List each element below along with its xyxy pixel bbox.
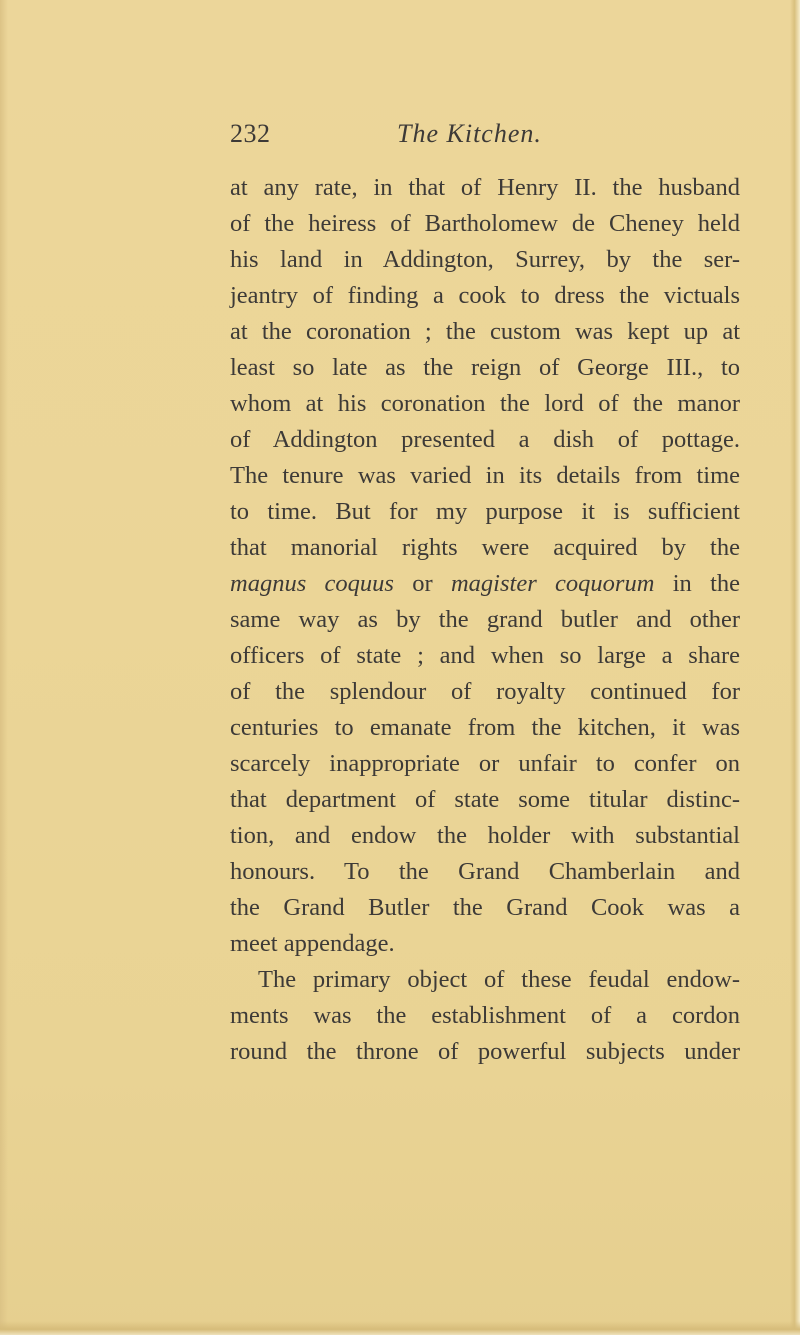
body-text (230, 170, 740, 1070)
text-line: centuries to emanate from the kitchen, it was (230, 714, 740, 741)
text-line: ments was the establishment of a cordon (230, 1002, 740, 1029)
running-head (230, 114, 750, 154)
text-line: officers of state ; and when so large a share (230, 642, 740, 669)
text-line: the Grand Butler the Grand Cook was a (230, 894, 740, 921)
text-line: jeantry of finding a cook to dress the victuals (230, 282, 740, 309)
text-line: round the throne of powerful subjects under (230, 1038, 740, 1065)
text-line: honours. To the Grand Chamberlain and (230, 858, 740, 885)
page-bottom-edge (0, 1321, 800, 1335)
text-line: scarcely inappropriate or unfair to confer on (230, 750, 740, 777)
text-line: his land in Addington, Surrey, by the ser- (230, 246, 740, 273)
page-number: 232 (230, 119, 271, 148)
text-segment: in the (654, 570, 741, 597)
text-line: to time. But for my purpose it is sufficient (230, 498, 740, 525)
text-line: that department of state some titular distinc- (230, 786, 740, 813)
text-line: of the splendour of royalty continued for (230, 678, 740, 705)
paragraph-end-line: meet appendage. (230, 930, 395, 957)
text-line: whom at his coronation the lord of the manor (230, 390, 740, 417)
text-line: least so late as the reign of George III., to (230, 354, 740, 381)
text-line: that manorial rights were acquired by the (230, 534, 740, 561)
text-line: same way as by the grand butler and other (230, 606, 740, 633)
text-line: tion, and endow the holder with substantial (230, 822, 740, 849)
page-right-edge (790, 0, 800, 1335)
italic-term: magnus coquus (230, 570, 394, 597)
text-line: at the coronation ; the custom was kept up at (230, 318, 740, 345)
text-line-italic-terms (230, 566, 740, 602)
text-line: of Addington presented a dish of pottage. (230, 426, 740, 453)
text-line: The tenure was varied in its details from time (230, 462, 740, 489)
page-left-edge (0, 0, 8, 1335)
italic-term: magister coquorum (450, 570, 655, 597)
text-line: at any rate, in that of Henry II. the husband (230, 174, 740, 201)
paragraph-start-line: The primary object of these feudal endow- (258, 966, 740, 993)
text-line: of the heiress of Bartholomew de Cheney held (230, 210, 740, 237)
text-segment: or (393, 570, 451, 597)
running-title: The Kitchen. (397, 119, 542, 148)
